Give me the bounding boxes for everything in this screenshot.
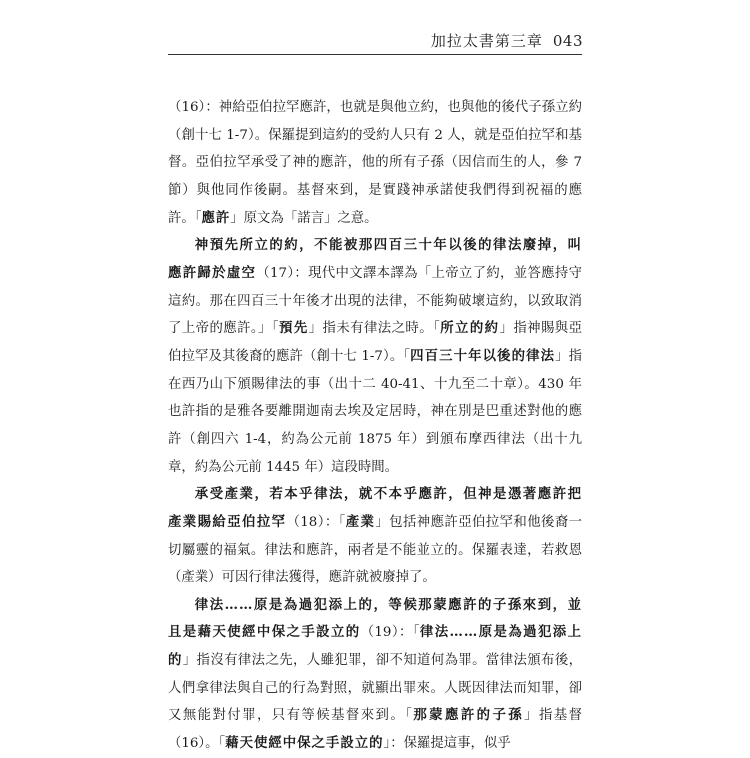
paragraph-continuation [168, 94, 582, 232]
bold-scripture-quote: 所立的約 [440, 320, 500, 337]
body-text [168, 94, 582, 758]
commentary-text: 」包括神應許亞伯拉罕和他後裔一切屬靈的福氣。律法和應許，兩者是不能並立的。保羅表達，若救恩（產業）可因行律法獲得，應許就被廢掉了。 [168, 514, 583, 586]
commentary-text: （19）：「 [360, 625, 420, 641]
bold-scripture-quote: 產業 [345, 513, 376, 530]
commentary-text: （17）：現代中文譯本譯為「上帝立了約，並答應持守這約。那在四百三十年後才出現的法律，不能夠破壞這約，以致取消了上帝的應許。」「 [168, 265, 583, 337]
commentary-text: （16）：神給亞伯拉罕應許，也就是與他立約，也與他的後代子孫立約（創十七 1-7）。保羅提到這約的受約人只有 2 人，就是亞伯拉罕和基督。亞伯拉罕承受了神的應許，他的所有子孫（因信而生的人，參 7 節）與他同作後嗣。基督來到，是實踐神承諾使我們得到祝福的應許。「 [168, 100, 582, 226]
commentary-text: 」指神賜與亞伯拉罕及其後裔的應許（創十七 1-7）。「 [168, 321, 583, 364]
commentary-text: 」指基督（16）。「 [168, 708, 582, 752]
paragraph-verse-commentary [168, 481, 582, 592]
bold-scripture-quote: 預先 [279, 320, 309, 337]
commentary-text: （18）：「 [286, 514, 346, 530]
bold-scripture-quote: 藉天使經中保之手設立的 [225, 735, 384, 752]
commentary-text: 」指未有律法之時。「 [308, 321, 441, 337]
commentary-text: 」指沒有律法之先，人雖犯罪，卻不知道何為罪。當律法頒布後，人們拿律法與自己的行為對照，就顯出罪來。人既因律法而知罪，卻又無能對付罪，只有等候基督來到。「 [168, 653, 582, 724]
paragraph-verse-commentary [168, 592, 582, 758]
commentary-text: 」原文為「諾言」之意。 [230, 210, 378, 226]
header-rule [168, 54, 582, 55]
bold-scripture-quote: 神預先所立的約，不能被那四百三十年以後的律法廢掉，叫應許歸於虛空 [168, 237, 582, 281]
bold-scripture-quote: 四百三十年以後的律法 [410, 347, 556, 364]
bold-scripture-quote: 律法……原是為過犯添上的 [168, 624, 583, 669]
bold-scripture-quote: 承受產業，若本乎律法，就不本乎應許，但神是憑著應許把產業賜給亞伯拉罕 [168, 486, 582, 530]
commentary-text: 」：保羅提這事，似乎 [383, 736, 511, 752]
paragraph-verse-commentary [168, 232, 582, 481]
page-number: 043 [552, 32, 583, 50]
running-head [431, 30, 583, 51]
chapter-title: 加拉太書第三章 [430, 32, 543, 50]
bold-scripture-quote: 應許 [201, 209, 231, 226]
bold-scripture-quote: 那蒙應許的子孫 [413, 707, 525, 724]
bold-scripture-quote: 律法……原是為過犯添上的，等候那蒙應許的子孫來到，並且是藉天使經中保之手設立的 [168, 596, 582, 641]
commentary-text: 」指在西乃山下頒賜律法的事（出十二 40-41、十九至二十章）。430 年也許指的是雅各要離開迦南去埃及定居時，神在別是巴重述對他的應許（創四六 1-4，約為公元前 1875 年）到頒布摩西律法（出十九章，約為公元前 1445 年）這段時間。 [168, 348, 583, 475]
